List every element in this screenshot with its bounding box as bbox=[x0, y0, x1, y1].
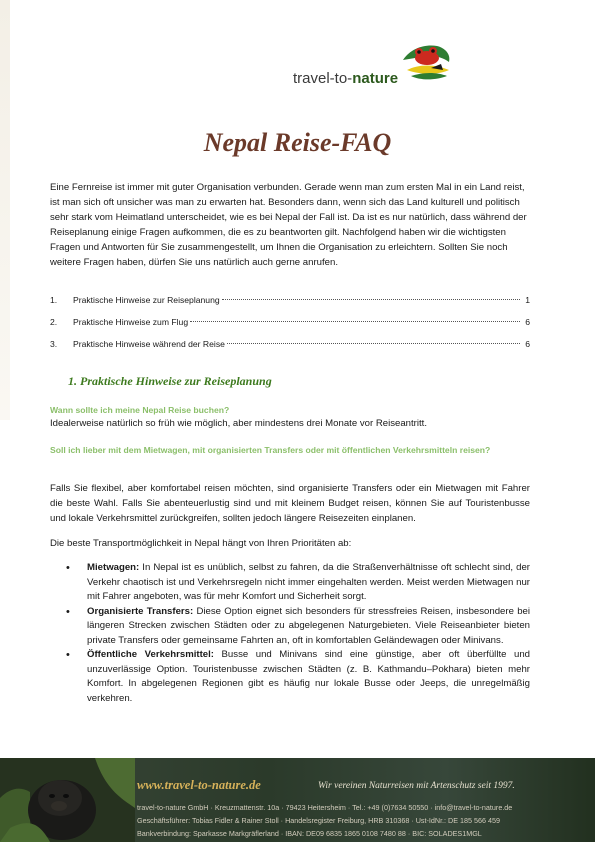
list-item bbox=[50, 561, 530, 605]
footer-bank-line: Bankverbindung: Sparkasse Markgräflerland · IBAN: DE09 6835 1865 0108 7480 88 · BIC: SOLADES1MGL bbox=[137, 829, 482, 838]
footer-address-line: travel-to-nature GmbH · Kreuzmattenstr. 10a · 79423 Heitersheim · Tel.: +49 (0)7634 50550 · info@travel-to-nature.de bbox=[137, 803, 513, 812]
list-item-text: Busse und Minivans sind eine günstige, aber oft überfüllte und unzuverlässige Option. Touristenbusse zwischen Städten (z. B. Kathmandu–Pokhara) bieten mehr Komfort. In abgelegenen Regionen gibt es häufig nur lokale Busse oder Jeeps, die unregelmäßig verkehren. bbox=[87, 649, 531, 704]
toc-number: 3. bbox=[50, 339, 58, 349]
footer-slogan: Wir vereinen Naturreisen mit Artenschutz seit 1997. bbox=[318, 781, 515, 791]
list-item-text: In Nepal ist es unüblich, selbst zu fahren, da die Straßenverhältnisse oft schlecht sind, der Verkehr chaotisch ist und Verkehrsregeln nicht immer eingehalten werden. Meist werden Mietwagen nur mit Fahrer angeboten, was für mehr Komfort und Sicherheit sorgt. bbox=[87, 562, 530, 602]
toc-label: Praktische Hinweise zum Flug bbox=[73, 317, 189, 327]
page-title: Nepal Reise-FAQ bbox=[203, 128, 392, 157]
faq-question: Soll ich lieber mit dem Mietwagen, mit organisierten Transfers oder mit öffentlichen Verkehrsmitteln reisen? bbox=[50, 445, 491, 455]
toc-page-number: 6 bbox=[525, 317, 530, 327]
list-item-term: Organisierte Transfers: bbox=[87, 605, 194, 617]
page-footer bbox=[0, 758, 595, 842]
toc-label: Praktische Hinweise zur Reiseplanung bbox=[73, 295, 220, 305]
list-item-term: Öffentliche Verkehrsmittel: bbox=[87, 649, 214, 660]
toc-number: 1. bbox=[50, 295, 58, 305]
footer-company-line: Geschäftsführer: Tobias Fidler & Rainer Stoll · Handelsregister Freiburg, HRB 310368 · Ust-IdNr.: DE 185 566 459 bbox=[137, 816, 501, 825]
toc-number: 2. bbox=[50, 317, 58, 327]
faq-answer-intro: Die beste Transportmöglichkeit in Nepal hängt von Ihren Prioritäten ab: bbox=[50, 538, 352, 549]
list-item bbox=[50, 605, 530, 649]
faq-answer: Idealerweise natürlich so früh wie möglich, aber mindestens drei Monate vor Reiseantritt. bbox=[50, 418, 427, 429]
toc-leader bbox=[222, 299, 520, 300]
company-logo[interactable] bbox=[293, 40, 453, 92]
frog-logo-icon bbox=[401, 40, 453, 82]
toc-page-number: 6 bbox=[525, 339, 530, 349]
toc-label: Praktische Hinweise während der Reise bbox=[73, 339, 225, 349]
faq-question: Wann sollte ich meine Nepal Reise buchen? bbox=[50, 405, 230, 415]
section-heading: 1. Praktische Hinweise zur Reiseplanung bbox=[68, 374, 272, 388]
left-margin-strip bbox=[0, 0, 10, 420]
toc-entry[interactable] bbox=[50, 339, 530, 361]
intro-paragraph: Eine Fernreise ist immer mit guter Organisation verbunden. Gerade wenn man zum ersten Mal in ein Land reist, ist man sich oft unsicher was man zu erwarten hat. Besonders dann, wenn sich das Land kulturell und politisch sehr stark vom Heimatland unterscheidet, wie es bei Nepal der Fall ist. Da ist es nur natürlich, dass während der Reiseplanung einige Fragen aufkommen, die es zu beantworten gilt. Nachfolgend haben wir die wichtigsten Fragen und Antworten für Sie zusammengestellt, um Ihnen die Organisation zu erleichtern. Sollten Sie noch weitere Fragen haben, dürfen Sie uns natürlich auch gerne anrufen. bbox=[50, 182, 527, 268]
toc-leader bbox=[190, 321, 520, 322]
table-of-contents bbox=[50, 295, 530, 361]
transport-options-list bbox=[50, 561, 530, 706]
toc-leader bbox=[227, 343, 520, 344]
list-item-term: Mietwagen: bbox=[87, 562, 140, 573]
list-item-text: Diese Option eignet sich besonders für stressfreies Reisen, insbesondere bei längeren Strecken zwischen Städten oder zu abgelegenen Naturgebieten. Viele Reiseanbieter bieten private Transfers oder gemeinsame Fahrten an, oft in komfortablen Geländewagen oder Minivans. bbox=[87, 605, 530, 646]
toc-entry[interactable] bbox=[50, 317, 530, 339]
logo-wordmark: travel-to-nature bbox=[293, 70, 399, 87]
gorilla-photo-icon bbox=[0, 758, 135, 842]
footer-website-link[interactable]: www.travel-to-nature.de bbox=[137, 778, 261, 792]
list-item bbox=[50, 648, 530, 706]
toc-entry[interactable] bbox=[50, 295, 530, 317]
toc-page-number: 1 bbox=[525, 295, 530, 305]
faq-answer: Falls Sie flexibel, aber komfortabel reisen möchten, sind organisierte Transfers oder ein Mietwagen mit Fahrer die beste Wahl. Falls Sie abenteuerlustig sind und mit kleinem Budget reisen, können Sie auf Touristenbusse und lokale Verkehrsmittel zurückgreifen, sollten jedoch längere Reisezeiten einplanen. bbox=[50, 483, 530, 524]
